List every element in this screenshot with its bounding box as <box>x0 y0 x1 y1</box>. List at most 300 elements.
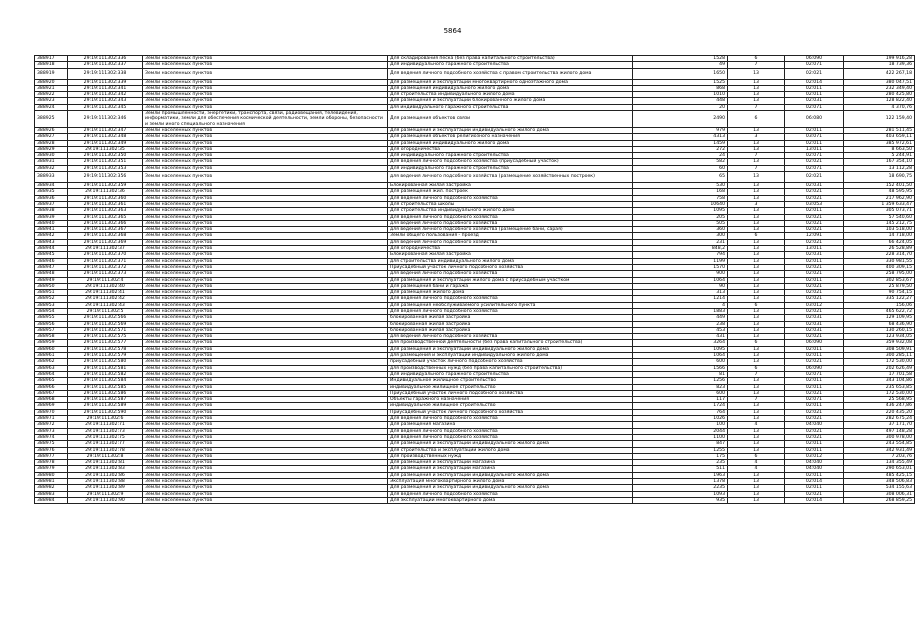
cadastral-value-cell: 400 309,15 <box>844 264 915 270</box>
cadastral-number-cell: 29:19:111302:42 <box>68 296 143 302</box>
cadastral-number-cell: 29:19:111302:361 <box>68 201 143 207</box>
usage-code-cell: 13 <box>728 79 785 85</box>
cadastral-number-cell: 29:19:111302:580 <box>68 359 143 365</box>
cadastral-number-cell: 29:19:111302:367 <box>68 227 143 233</box>
area-cell: 1255 <box>633 447 728 453</box>
cadastral-number-cell: 29:19:111302:351 <box>68 159 143 165</box>
cadastral-number-cell: 29:19:111302:360 <box>68 195 143 201</box>
area-cell: 453 <box>633 327 728 333</box>
row-id-cell: 388917 <box>35 56 68 62</box>
cadastral-number-cell: 29:19:111302:348 <box>68 134 143 140</box>
permitted-use-cell: Для индивидуального гаражного строительства <box>388 165 633 171</box>
row-id-cell: 388974 <box>35 434 68 440</box>
cadastral-value-cell: 152 401,50 <box>844 183 915 189</box>
cadastral-number-cell: 29:19:111302:37 <box>68 246 143 252</box>
land-category-cell: Земли населенных пунктов <box>143 390 388 396</box>
row-id-cell: 388921 <box>35 85 68 91</box>
permitted-use-cell: Для размещения и эксплуатации магазина <box>388 466 633 472</box>
row-id-cell: 388928 <box>35 140 68 146</box>
usage-code-cell: 13 <box>728 290 785 296</box>
area-cell: 2044 <box>633 428 728 434</box>
group-code-cell: 02:021 <box>785 359 844 365</box>
cadastral-value-cell: 232 349,40 <box>844 85 915 91</box>
cadastral-value-cell: 68 436,90 <box>844 321 915 327</box>
row-id-cell: 388964 <box>35 371 68 377</box>
area-cell: 935 <box>633 497 728 503</box>
area-cell: 1883 <box>633 308 728 314</box>
usage-code-cell: 13 <box>728 390 785 396</box>
cadastral-value-cell: 17 701,58 <box>844 371 915 377</box>
cadastral-value-cell: 343 104,86 <box>844 378 915 384</box>
land-category-cell: Земли населенных пунктов <box>143 264 388 270</box>
land-category-cell: Земли населенных пунктов <box>143 146 388 152</box>
cadastral-value-cell: 342 931,49 <box>844 447 915 453</box>
usage-code-cell: 13 <box>728 441 785 447</box>
area-cell: 794 <box>633 252 728 258</box>
cadastral-number-cell: 29:19:111302:372 <box>68 264 143 270</box>
table-row <box>35 68 915 79</box>
cadastral-value-cell: 465 622,72 <box>844 308 915 314</box>
cadastral-value-cell: 130 260,15 <box>844 327 915 333</box>
cadastral-value-cell: 66 424,05 <box>844 239 915 245</box>
group-code-cell: 02:021 <box>785 416 844 422</box>
group-code-cell: 02:011 <box>785 384 844 390</box>
area-cell: 1064 <box>633 353 728 359</box>
area-cell: 360 <box>633 227 728 233</box>
usage-code-cell: 13 <box>728 416 785 422</box>
usage-code-cell: 6 <box>728 453 785 459</box>
permitted-use-cell: Для строительства школы <box>388 201 633 207</box>
cadastral-value-cell: 220 435,20 <box>844 409 915 415</box>
permitted-use-cell: блокированная жилая застройка <box>388 315 633 321</box>
group-code-cell: 13:011 <box>785 146 844 152</box>
permitted-use-cell: Для размещения и эксплуатации индивидуального жилого дома <box>388 127 633 133</box>
cadastral-value-cell: 48 595,95 <box>844 189 915 195</box>
row-id-cell: 388926 <box>35 127 68 133</box>
area-cell: 1010 <box>633 92 728 98</box>
land-category-cell: Земли населенных пунктов <box>143 403 388 409</box>
group-code-cell: 04:040 <box>785 466 844 472</box>
usage-code-cell: 7 <box>728 104 785 110</box>
cadastral-value-cell: 282 675,24 <box>844 416 915 422</box>
area-cell: 1095 <box>633 208 728 214</box>
cadastral-number-cell: 29:19:111302:345 <box>68 104 143 110</box>
row-id-cell: 388938 <box>35 208 68 214</box>
area-cell: 582 <box>633 159 728 165</box>
permitted-use-cell: Для ведения личного подсобного хозяйства <box>388 195 633 201</box>
group-code-cell: 02:071 <box>785 371 844 377</box>
row-id-cell: 388978 <box>35 460 68 466</box>
permitted-use-cell: индивидуальное жилищное строительство <box>388 403 633 409</box>
group-code-cell: 13:011 <box>785 246 844 252</box>
table-row <box>35 111 915 128</box>
cadastral-number-cell: 29:19:111302:571 <box>68 327 143 333</box>
area-cell: 65 <box>633 172 728 183</box>
land-category-cell: Земли населенных пунктов <box>143 85 388 91</box>
area-cell: 1095 <box>633 346 728 352</box>
group-code-cell: 02:011 <box>785 277 844 283</box>
cadastral-number-cell: 29:19:111302:78 <box>68 447 143 453</box>
group-code-cell: 02:021 <box>785 491 844 497</box>
cadastral-number-cell: 29:19:111302:356 <box>68 172 143 183</box>
land-category-cell: Земли населенных пунктов <box>143 409 388 415</box>
usage-code-cell: 13 <box>728 296 785 302</box>
row-id-cell: 388935 <box>35 189 68 195</box>
area-cell: 1378 <box>633 479 728 485</box>
permitted-use-cell: для ведения личного подсобного хозяйства (размещение хозяйственных построек) <box>388 172 633 183</box>
land-category-cell: Земли населенных пунктов <box>143 258 388 264</box>
land-category-cell: Земли населенных пунктов <box>143 68 388 79</box>
permitted-use-cell: Для индивидуального гаражного строительства <box>388 153 633 159</box>
row-id-cell: 388973 <box>35 428 68 434</box>
cadastral-value-cell: 228 314,70 <box>844 252 915 258</box>
row-id-cell: 388930 <box>35 153 68 159</box>
usage-code-cell: 13 <box>728 264 785 270</box>
group-code-cell: 02:031 <box>785 252 844 258</box>
row-id-cell: 388932 <box>35 165 68 171</box>
group-code-cell: 02:021 <box>785 434 844 440</box>
cadastral-value-cell: 308 006,31 <box>844 491 915 497</box>
row-id-cell: 388969 <box>35 403 68 409</box>
cadastral-number-cell: 29:19:111302:40 <box>68 283 143 289</box>
land-category-cell: Земли населенных пунктов <box>143 195 388 201</box>
usage-code-cell: 13 <box>728 252 785 258</box>
cadastral-value-cell: 14 718,00 <box>844 233 915 239</box>
row-id-cell: 388941 <box>35 227 68 233</box>
cadastral-number-cell: 29:19:111302:88 <box>68 479 143 485</box>
land-category-cell: Земли населенных пунктов <box>143 428 388 434</box>
row-id-cell: 388984 <box>35 497 68 503</box>
group-code-cell: 02:031 <box>785 183 844 189</box>
cadastral-number-cell: 29:19:111302:89 <box>68 485 143 491</box>
land-category-cell: Земли населенных пунктов <box>143 340 388 346</box>
land-category-cell: Земли населенных пунктов <box>143 189 388 195</box>
table-row <box>35 497 915 503</box>
area-cell: 1963 <box>633 472 728 478</box>
cadastral-number-cell: 29:19:111302:369 <box>68 239 143 245</box>
group-code-cell: 02:021 <box>785 227 844 233</box>
cadastral-number-cell: 29:19:111302:75 <box>68 434 143 440</box>
area-cell: 1093 <box>633 491 728 497</box>
usage-code-cell: 13 <box>728 214 785 220</box>
cadastral-number-cell: 29:19:111302:83 <box>68 466 143 472</box>
permitted-use-cell: Блокированная жилая застройка <box>388 252 633 258</box>
area-cell: 117 <box>633 397 728 403</box>
usage-code-cell: 13 <box>728 277 785 283</box>
usage-code-cell: 13 <box>728 271 785 277</box>
area-cell: 3264 <box>633 340 728 346</box>
permitted-use-cell: Для размещения бани и гаража <box>388 283 633 289</box>
permitted-use-cell: блокированная жилая застройка <box>388 327 633 333</box>
cadastral-number-cell: 29:19:111302:590 <box>68 409 143 415</box>
group-code-cell: 02:071 <box>785 397 844 403</box>
area-cell: 2490 <box>633 111 728 128</box>
cadastral-value-cell: 330 981,55 <box>844 258 915 264</box>
cadastral-value-cell: 18 690,75 <box>844 172 915 183</box>
cadastral-number-cell: 29:19:111302:370 <box>68 252 143 258</box>
cadastral-number-cell: 29:19:111302:6 <box>68 416 143 422</box>
land-category-cell: Земли населенных пунктов <box>143 134 388 140</box>
usage-code-cell: 13 <box>728 334 785 340</box>
row-id-cell: 388975 <box>35 441 68 447</box>
land-registry-table <box>34 55 915 504</box>
land-category-cell: Земли населенных пунктов <box>143 315 388 321</box>
row-id-cell: 388980 <box>35 472 68 478</box>
cadastral-number-cell: 29:19:111302:579 <box>68 353 143 359</box>
row-id-cell: 388963 <box>35 365 68 371</box>
land-category-cell: Земли населенных пунктов <box>143 208 388 214</box>
cadastral-value-cell: 145 212,75 <box>844 220 915 226</box>
land-category-cell: Земли населенных пунктов <box>143 92 388 98</box>
group-code-cell: 04:040 <box>785 460 844 466</box>
group-code-cell: 02:011 <box>785 447 844 453</box>
usage-code-cell: 13 <box>728 308 785 314</box>
row-id-cell: 388954 <box>35 308 68 314</box>
cadastral-number-cell: 29:19:111302:350 <box>68 153 143 159</box>
area-cell: 764 <box>633 409 728 415</box>
group-code-cell: 02:011 <box>785 353 844 359</box>
group-code-cell: 02:021 <box>785 172 844 183</box>
area-cell: 10640 <box>633 201 728 207</box>
table-row <box>35 172 915 183</box>
land-category-cell: Земли населенных пунктов <box>143 378 388 384</box>
row-id-cell: 388933 <box>35 172 68 183</box>
permitted-use-cell: Для ведения личного подсобного хозяйства (приусадебный участок) <box>388 159 633 165</box>
permitted-use-cell: для ведения личного подсобного хозяйства (размещение бани, сарая) <box>388 227 633 233</box>
cadastral-value-cell: 534 155,63 <box>844 485 915 491</box>
usage-code-cell: 13 <box>728 485 785 491</box>
usage-code-cell: 4 <box>728 422 785 428</box>
cadastral-value-cell: 385 972,61 <box>844 140 915 146</box>
row-id-cell: 388931 <box>35 159 68 165</box>
cadastral-value-cell: 4 370,76 <box>844 104 915 110</box>
group-code-cell: 02:011 <box>785 92 844 98</box>
cadastral-value-cell: 172 530,00 <box>844 359 915 365</box>
row-id-cell: 388967 <box>35 390 68 396</box>
usage-code-cell: 6 <box>728 56 785 62</box>
permitted-use-cell: Для размещения и эксплуатации индивидуального жилого дома <box>388 346 633 352</box>
area-cell: 1214 <box>633 296 728 302</box>
cadastral-number-cell: 29:19:111302:86 <box>68 472 143 478</box>
cadastral-number-cell: 29:19:111302:337 <box>68 62 143 68</box>
area-cell: 868 <box>633 85 728 91</box>
area-cell: 505 <box>633 220 728 226</box>
cadastral-value-cell: 129 109,95 <box>844 315 915 321</box>
area-cell: 1256 <box>633 378 728 384</box>
cadastral-number-cell: 29:19:111302:584 <box>68 378 143 384</box>
land-category-cell: Земли населенных пунктов <box>143 460 388 466</box>
permitted-use-cell: Для размещения жилого дома <box>388 290 633 296</box>
usage-code-cell: 13 <box>728 428 785 434</box>
usage-code-cell: 13 <box>728 189 785 195</box>
permitted-use-cell: Для размещения объектов религиозного назначения <box>388 134 633 140</box>
row-id-cell: 388919 <box>35 68 68 79</box>
area-cell: 20 <box>633 104 728 110</box>
usage-code-cell: 13 <box>728 127 785 133</box>
cadastral-value-cell: 280 425,80 <box>844 92 915 98</box>
group-code-cell: 02:011 <box>785 85 844 91</box>
permitted-use-cell: Приусадебный участок личного подсобного хозяйства <box>388 264 633 270</box>
permitted-use-cell: Для размещения магазина <box>388 422 633 428</box>
cadastral-number-cell: 29:19:111302:41 <box>68 290 143 296</box>
permitted-use-cell: Блокированная жилая застройка <box>388 183 633 189</box>
cadastral-number-cell: 29:19:111302:365 <box>68 214 143 220</box>
land-category-cell: Земли населенных пунктов <box>143 397 388 403</box>
permitted-use-cell: Для ведения личного подсобного хозяйства <box>388 491 633 497</box>
row-id-cell: 388968 <box>35 397 68 403</box>
land-category-cell: Земли населенных пунктов <box>143 98 388 104</box>
group-code-cell: 02:021 <box>785 409 844 415</box>
row-id-cell: 388924 <box>35 104 68 110</box>
row-id-cell: 388951 <box>35 290 68 296</box>
land-category-cell: Земли населенных пунктов <box>143 422 388 428</box>
group-code-cell: 02:071 <box>785 62 844 68</box>
area-cell: 1650 <box>633 68 728 79</box>
land-category-cell: Земли населенных пунктов <box>143 271 388 277</box>
land-category-cell: Земли населенных пунктов <box>143 296 388 302</box>
usage-code-cell: 13 <box>728 479 785 485</box>
group-code-cell: 02:071 <box>785 104 844 110</box>
cadastral-value-cell: 485 425,15 <box>844 472 915 478</box>
permitted-use-cell: Эксплуатация многоквартирного жилого дома <box>388 479 633 485</box>
area-cell: 1199 <box>633 258 728 264</box>
permitted-use-cell: Земли общего пользования - проезд <box>388 233 633 239</box>
usage-code-cell: 7 <box>728 397 785 403</box>
row-id-cell: 388949 <box>35 277 68 283</box>
area-cell: 300 <box>633 233 728 239</box>
group-code-cell: 02:011 <box>785 403 844 409</box>
land-category-cell: Земли населенных пунктов <box>143 321 388 327</box>
cadastral-value-cell: 122 159,40 <box>844 111 915 128</box>
row-id-cell: 388953 <box>35 302 68 308</box>
cadastral-value-cell: 436 247,86 <box>844 403 915 409</box>
area-cell: 448 <box>633 98 728 104</box>
group-code-cell: 03:012 <box>785 453 844 459</box>
row-id-cell: 388922 <box>35 92 68 98</box>
permitted-use-cell: Для ведения личного подсобного хозяйства <box>388 416 633 422</box>
cadastral-value-cell: 123 934,05 <box>844 334 915 340</box>
row-id-cell: 388971 <box>35 416 68 422</box>
cadastral-number-cell: 29:19:111302:373 <box>68 271 143 277</box>
land-category-cell: Земли населенных пунктов <box>143 479 388 485</box>
area-cell: 530 <box>633 183 728 189</box>
cadastral-number-cell: 29:19:111302:81 <box>68 460 143 466</box>
permitted-use-cell: Объекты гаражного назначения <box>388 397 633 403</box>
group-code-cell: 02:011 <box>785 472 844 478</box>
usage-code-cell: 4 <box>728 460 785 466</box>
land-category-cell: Земли населенных пунктов <box>143 227 388 233</box>
land-category-cell: Земли населенных пунктов <box>143 441 388 447</box>
area-cell: 431 <box>633 334 728 340</box>
cadastral-value-cell: 217 962,90 <box>844 195 915 201</box>
land-category-cell: Земли населенных пунктов <box>143 283 388 289</box>
cadastral-number-cell: 29:19:111302:371 <box>68 258 143 264</box>
land-category-cell: Земли населенных пунктов <box>143 172 388 183</box>
group-code-cell: 02:021 <box>785 271 844 277</box>
group-code-cell: 02:014 <box>785 79 844 85</box>
usage-code-cell: 13 <box>728 239 785 245</box>
group-code-cell: 02:021 <box>785 195 844 201</box>
cadastral-value-cell: 156,06 <box>844 302 915 308</box>
row-id-cell: 388936 <box>35 195 68 201</box>
permitted-use-cell: Для размещения индивидуального жилого дома <box>388 140 633 146</box>
area-cell: 1026 <box>633 416 728 422</box>
row-id-cell: 388957 <box>35 327 68 333</box>
permitted-use-cell: Для размещения и эксплуатации блокированного жилого дома <box>388 98 633 104</box>
area-cell: 979 <box>633 127 728 133</box>
group-code-cell: 12:091 <box>785 233 844 239</box>
usage-code-cell: 13 <box>728 92 785 98</box>
usage-code-cell: 6 <box>728 111 785 128</box>
land-category-cell: Земли населенных пунктов <box>143 327 388 333</box>
area-cell: 449 <box>633 315 728 321</box>
land-category-cell: Земли населенных пунктов <box>143 485 388 491</box>
row-id-cell: 388934 <box>35 183 68 189</box>
row-id-cell: 388944 <box>35 246 68 252</box>
usage-code-cell: 13 <box>728 403 785 409</box>
permitted-use-cell: Для размещения необслуживаемого усилительного пункта <box>388 302 633 308</box>
usage-code-cell: 3 <box>728 134 785 140</box>
cadastral-number-cell: 29:19:111302:8 <box>68 453 143 459</box>
permitted-use-cell: для производственных нужд (без права капитального строительства) <box>388 365 633 371</box>
row-id-cell: 388947 <box>35 264 68 270</box>
usage-code-cell: 13 <box>728 384 785 390</box>
row-id-cell: 388955 <box>35 315 68 321</box>
area-cell: 175 <box>633 453 728 459</box>
area-cell: 1064 <box>633 277 728 283</box>
cadastral-value-cell: 243 554,85 <box>844 441 915 447</box>
group-code-cell: 02:021 <box>785 334 844 340</box>
land-category-cell: Земли населенных пунктов <box>143 371 388 377</box>
group-code-cell: 02:021 <box>785 296 844 302</box>
permitted-use-cell: Для строительства индивидуального жилого дома <box>388 208 633 214</box>
permitted-use-cell: Для размещения индивидуального жилого дома <box>388 85 633 91</box>
permitted-use-cell: Приусадебный участок личного подсобного хозяйства <box>388 409 633 415</box>
land-category-cell: Земли населенных пунктов <box>143 62 388 68</box>
cadastral-value-cell: 128 822,40 <box>844 98 915 104</box>
land-category-cell: Земли населенных пунктов <box>143 153 388 159</box>
area-cell: 1459 <box>633 140 728 146</box>
group-code-cell: 06:090 <box>785 340 844 346</box>
area-cell: 1528 <box>633 56 728 62</box>
land-category-cell: Земли населенных пунктов <box>143 472 388 478</box>
group-code-cell: 02:011 <box>785 485 844 491</box>
cadastral-number-cell: 29:19:111302:363 <box>68 208 143 214</box>
permitted-use-cell: Для ведения личного подсобного хозяйства <box>388 434 633 440</box>
area-cell: 231 <box>633 239 728 245</box>
permitted-use-cell: Для эксплуатации многоквартирного дома <box>388 497 633 503</box>
area-cell: 2235 <box>633 485 728 491</box>
cadastral-number-cell: 29:19:111302:71 <box>68 422 143 428</box>
land-category-cell: Земли населенных пунктов <box>143 447 388 453</box>
group-code-cell: 02:021 <box>785 214 844 220</box>
cadastral-number-cell: 29:19:111302:586 <box>68 390 143 396</box>
cadastral-value-cell: 37 171,70 <box>844 422 915 428</box>
row-id-cell: 388945 <box>35 252 68 258</box>
group-code-cell: 02:021 <box>785 68 844 79</box>
cadastral-number-cell: 29:19:111302:4 <box>68 277 143 283</box>
permitted-use-cell: индивидуальное жилищное строительство <box>388 384 633 390</box>
permitted-use-cell: для ведения личного подсобного хозяйства <box>388 271 633 277</box>
cadastral-value-cell: 7 203,76 <box>844 453 915 459</box>
row-id-cell: 388950 <box>35 283 68 289</box>
cadastral-number-cell: 29:19:111302:353 <box>68 165 143 171</box>
land-category-cell: Земли населенных пунктов <box>143 416 388 422</box>
cadastral-value-cell: 335 122,27 <box>844 296 915 302</box>
land-category-cell: Земли населенных пунктов <box>143 239 388 245</box>
group-code-cell: 02:011 <box>785 378 844 384</box>
cadastral-number-cell: 29:19:111302:585 <box>68 384 143 390</box>
